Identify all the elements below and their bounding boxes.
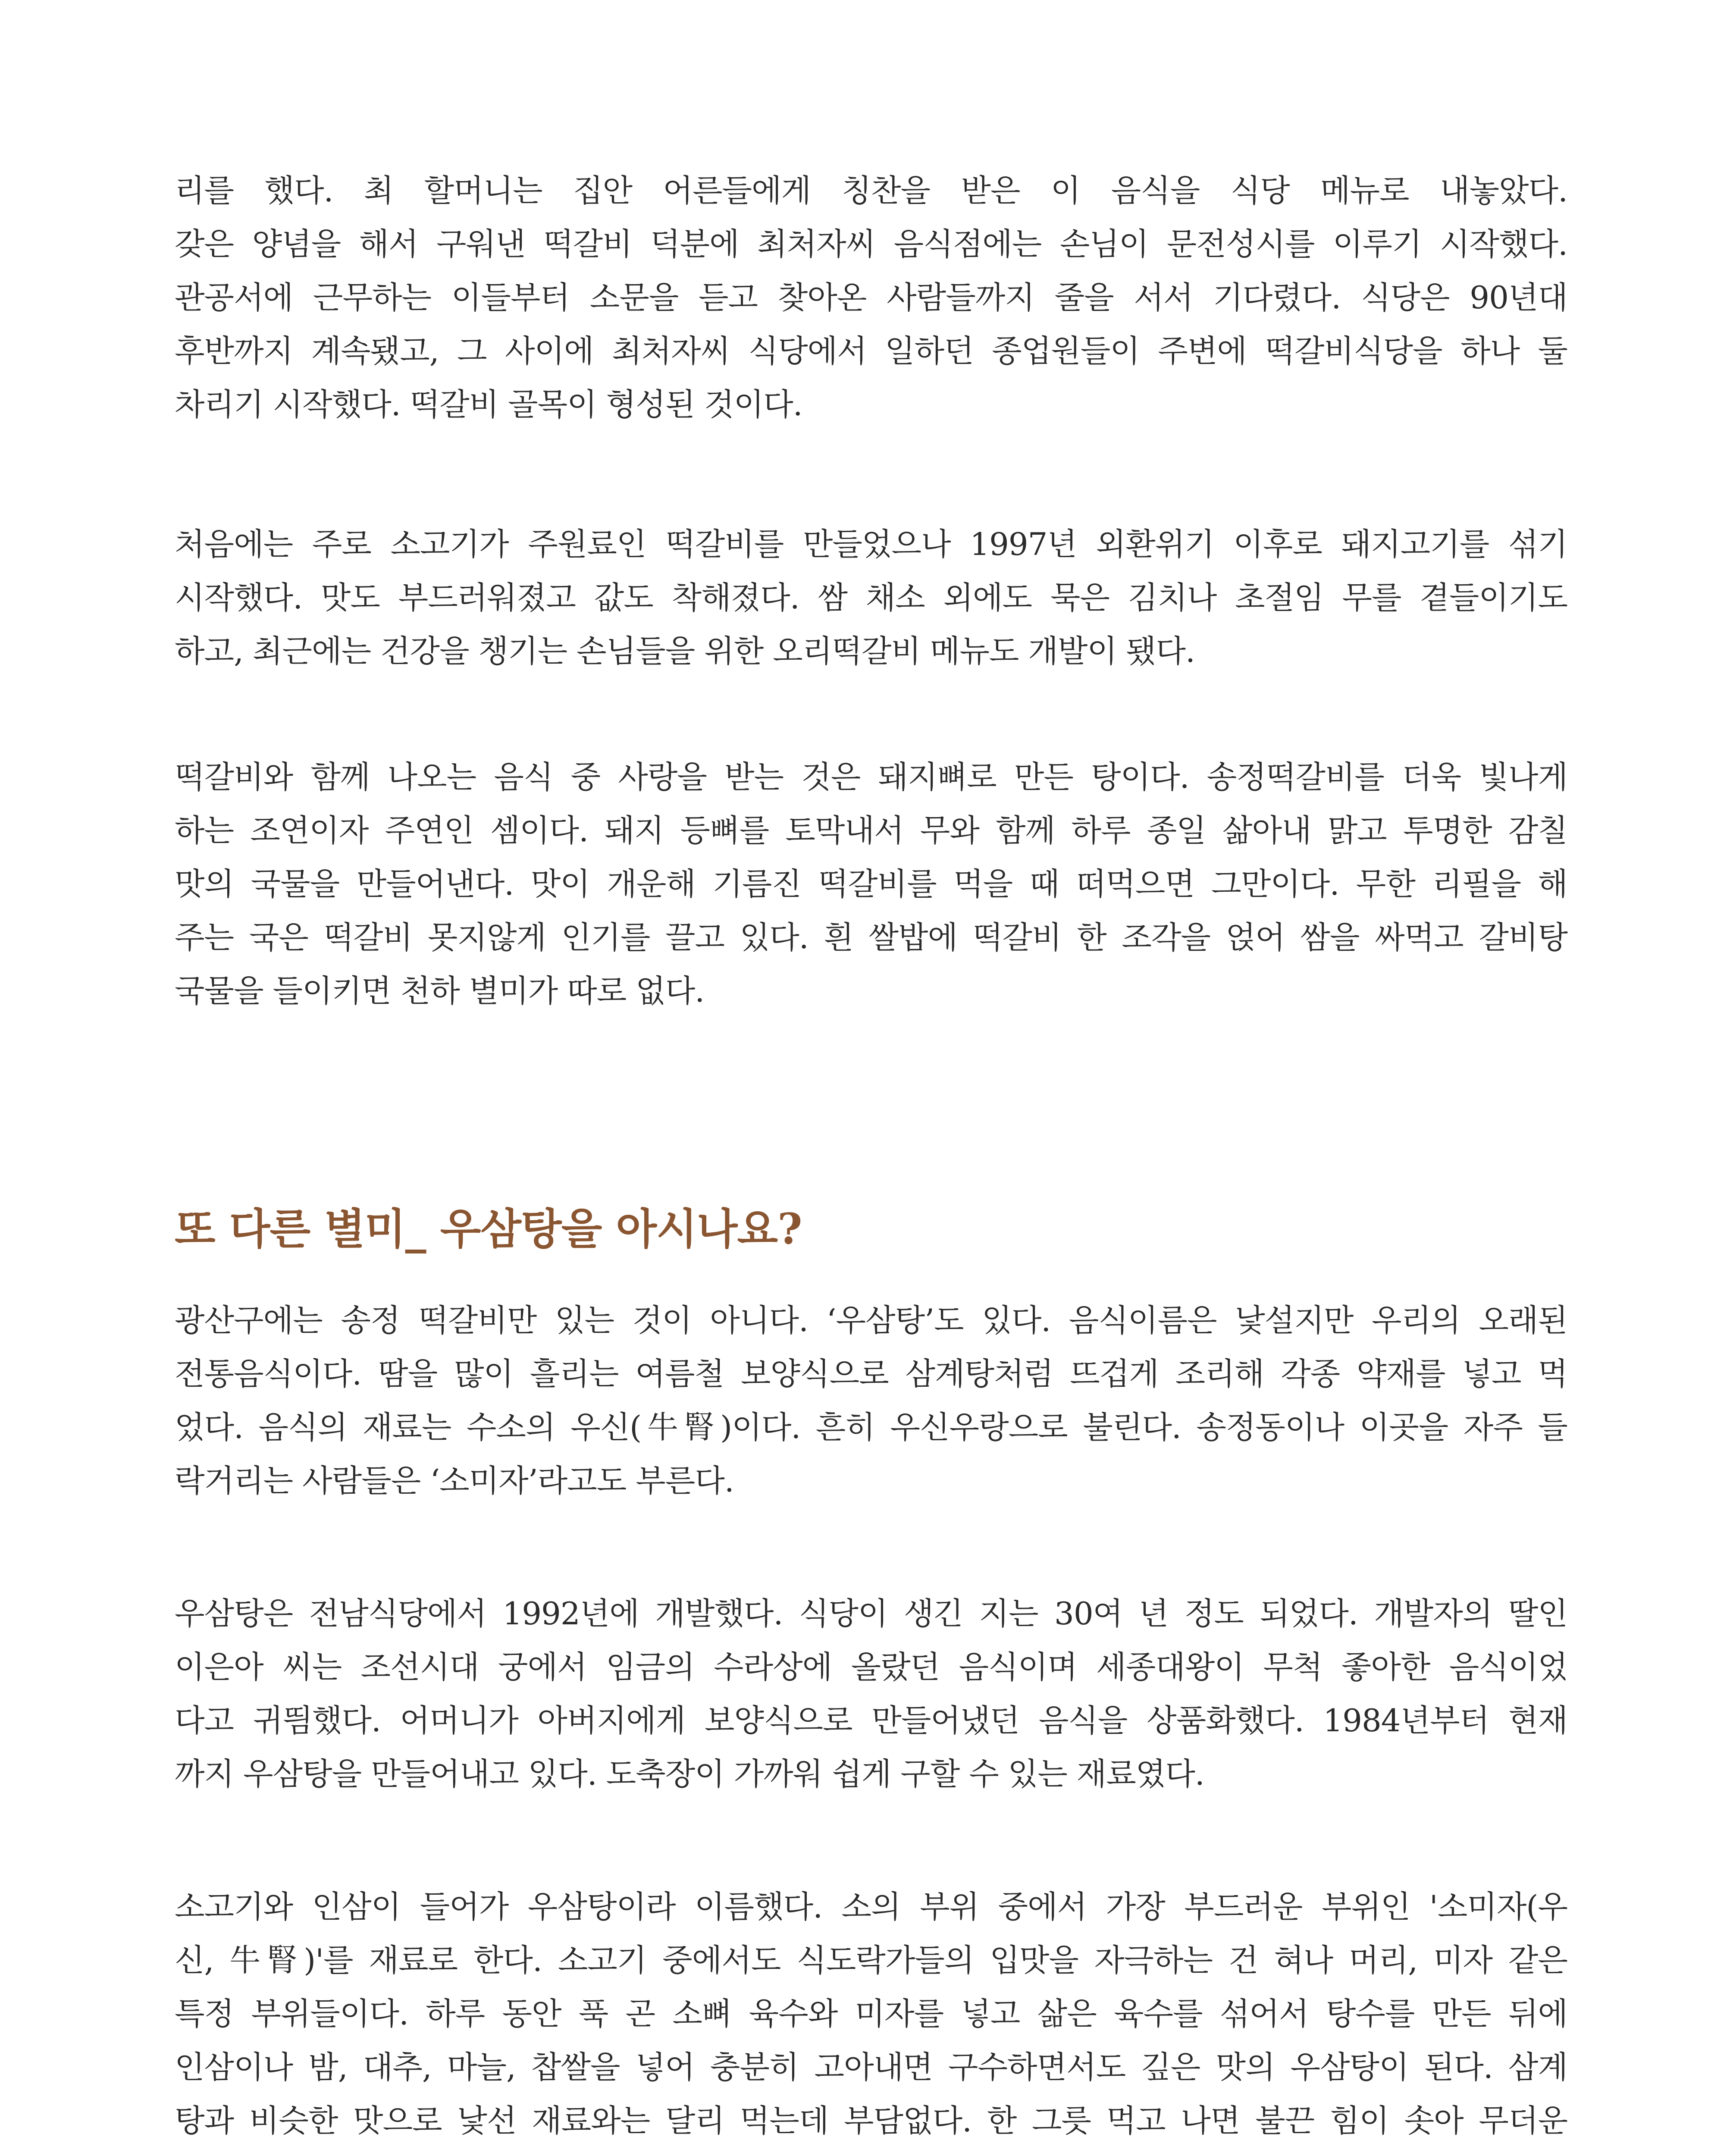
- paragraph-usamtang-origin: [175, 1587, 1567, 1801]
- section-heading: 또 다른 별미_ 우삼탕을 아시나요?: [175, 1204, 802, 1254]
- paragraph-ingredient-change: [175, 517, 1567, 678]
- text-line: 다고 귀띔했다. 어머니가 아버지에게 보양식으로 만들어냈던 음식을 상품화했다. 1984년부터 현재: [175, 1702, 1567, 1739]
- text-line: 갖은 양념을 해서 구워낸 떡갈비 덕분에 최처자씨 음식점에는 손님이 문전성시를 이루기 시작했다.: [175, 226, 1567, 262]
- text-line: 처음에는 주로 소고기가 주원료인 떡갈비를 만들었으나 1997년 외환위기 이후로 돼지고기를 섞기: [175, 526, 1567, 562]
- text-line: 탕과 비슷한 맛으로 낯선 재료와는 달리 먹는데 부담없다. 한 그릇 먹고 나면 불끈 힘이 솟아 무더운: [175, 2103, 1567, 2139]
- text-line: 인삼이나 밤, 대추, 마늘, 찹쌀을 넣어 충분히 고아내면 구수하면서도 깊은 맛의 우삼탕이 된다. 삼계: [175, 2049, 1567, 2085]
- paragraph-usamtang-recipe: [175, 1880, 1567, 2156]
- text-line: 맛의 국물을 만들어낸다. 맛이 개운해 기름진 떡갈비를 먹을 때 떠먹으면 그만이다. 무한 리필을 해: [175, 866, 1567, 902]
- text-line: 차리기 시작했다. 떡갈비 골목이 형성된 것이다.: [175, 386, 802, 423]
- text-line: 우삼탕은 전남식당에서 1992년에 개발했다. 식당이 생긴 지는 30여 년 정도 되었다. 개발자의 딸인: [175, 1595, 1567, 1632]
- text-line: 광산구에는 송정 떡갈비만 있는 것이 아니다. ‘우삼탕’도 있다. 음식이름은 낯설지만 우리의 오래된: [175, 1302, 1567, 1338]
- text-line: 주는 국은 떡갈비 못지않게 인기를 끌고 있다. 흰 쌀밥에 떡갈비 한 조각을 얹어 쌈을 싸먹고 갈비탕: [175, 919, 1567, 956]
- text-line: 후반까지 계속됐고, 그 사이에 최처자씨 식당에서 일하던 종업원들이 주변에 떡갈비식당을 하나 둘: [175, 333, 1567, 369]
- text-line: 떡갈비와 함께 나오는 음식 중 사랑을 받는 것은 돼지뼈로 만든 탕이다. 송정떡갈비를 더욱 빛나게: [175, 759, 1567, 795]
- text-line: 신, 牛腎)'를 재료로 한다. 소고기 중에서도 식도락가들의 입맛을 자극하는 건 혀나 머리, 미자 같은: [175, 1942, 1567, 1978]
- text-line: 이은아 씨는 조선시대 궁에서 임금의 수라상에 올랐던 음식이며 세종대왕이 무척 좋아한 음식이었: [175, 1649, 1567, 1685]
- paragraph-usamtang-intro: [175, 1294, 1567, 1507]
- text-line: 까지 우삼탕을 만들어내고 있다. 도축장이 가까워 쉽게 구할 수 있는 재료였다.: [175, 1756, 1204, 1792]
- text-line: 시작했다. 맛도 부드러워졌고 값도 착해졌다. 쌈 채소 외에도 묵은 김치나 초절임 무를 곁들이기도: [175, 580, 1567, 616]
- text-line: 관공서에 근무하는 이들부터 소문을 듣고 찾아온 사람들까지 줄을 서서 기다렸다. 식당은 90년대: [175, 279, 1567, 316]
- text-line: 국물을 들이키면 천하 별미가 따로 없다.: [175, 973, 705, 1009]
- text-line: 락거리는 사람들은 ‘소미자’라고도 부른다.: [175, 1463, 734, 1499]
- text-line: 특정 부위들이다. 하루 동안 푹 곤 소뼈 육수와 미자를 넣고 삶은 육수를 섞어서 탕수를 만든 뒤에: [175, 1996, 1567, 2032]
- text-line: 전통음식이다. 땀을 많이 흘리는 여름철 보양식으로 삼계탕처럼 뜨겁게 조리해 각종 약재를 넣고 먹: [175, 1356, 1567, 1392]
- text-line: [175, 2147, 1567, 2156]
- paragraph-tteokgalbi-history: [175, 164, 1567, 431]
- text-line: 리를 했다. 최 할머니는 집안 어른들에게 칭찬을 받은 이 음식을 식당 메뉴로 내놓았다.: [175, 172, 1567, 209]
- text-line: 하는 조연이자 주연인 셈이다. 돼지 등뼈를 토막내서 무와 함께 하루 종일 삶아내 맑고 투명한 감칠: [175, 812, 1567, 849]
- paragraph-pork-bone-soup: [175, 750, 1567, 1018]
- text-line: 하고, 최근에는 건강을 챙기는 손님들을 위한 오리떡갈비 메뉴도 개발이 됐다.: [175, 633, 1195, 669]
- text-line: 소고기와 인삼이 들어가 우삼탕이라 이름했다. 소의 부위 중에서 가장 부드러운 부위인 '소미자(우: [175, 1889, 1567, 1925]
- text-line: 었다. 음식의 재료는 수소의 우신(牛腎)이다. 흔히 우신우랑으로 불린다. 송정동이나 이곳을 자주 들: [175, 1409, 1567, 1445]
